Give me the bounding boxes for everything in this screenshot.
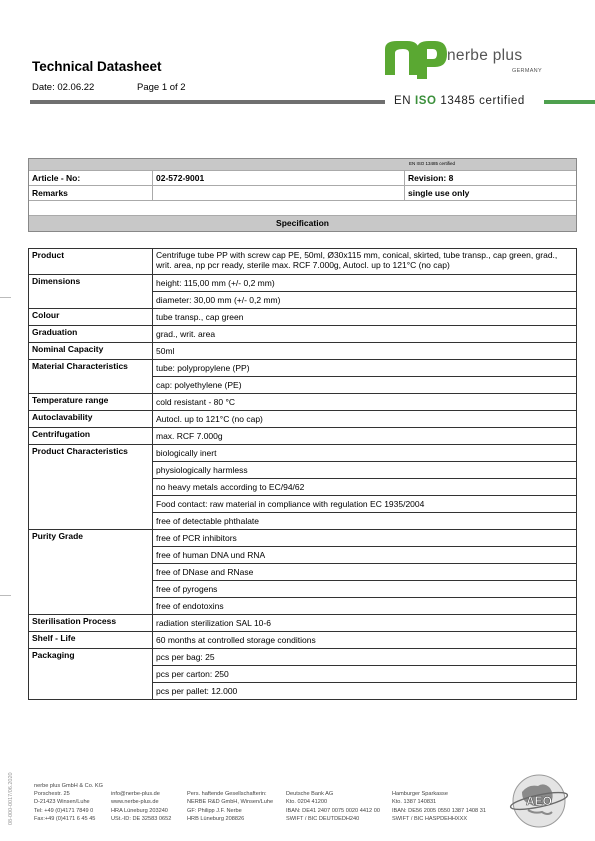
spec-value: biologically inert bbox=[153, 445, 577, 462]
footer-line: nerbe plus GmbH & Co. KG bbox=[34, 783, 104, 789]
spec-value: free of pyrogens bbox=[153, 581, 577, 598]
cert-bar bbox=[29, 159, 576, 170]
footer-email[interactable]: info@nerbe-plus.de bbox=[111, 791, 160, 798]
spec-label: Packaging bbox=[29, 649, 153, 700]
specification-table bbox=[28, 248, 577, 700]
spec-label: Autoclavability bbox=[29, 411, 153, 428]
small-cert-text: EN ISO 13485 certified bbox=[409, 161, 456, 166]
spec-label: Shelf - Life bbox=[29, 632, 153, 649]
footer-bank-1 bbox=[286, 782, 380, 823]
spec-label: Sterilisation Process bbox=[29, 615, 153, 632]
remarks-label: Remarks bbox=[29, 186, 153, 200]
table-row bbox=[29, 326, 577, 343]
spec-label: Product Characteristics bbox=[29, 445, 153, 530]
spec-value: tube: polypropylene (PP) bbox=[153, 360, 577, 377]
document-date: Date: 02.06.22 bbox=[32, 82, 95, 93]
spec-value: Food contact: raw material in compliance with regulation EC 1935/2004 bbox=[153, 496, 577, 513]
table-row bbox=[29, 632, 577, 649]
spec-label: Nominal Capacity bbox=[29, 343, 153, 360]
blank-row bbox=[29, 200, 576, 215]
spec-label: Colour bbox=[29, 309, 153, 326]
table-row bbox=[29, 411, 577, 428]
table-row bbox=[29, 360, 577, 377]
footer-line: IBAN: DE41 2407 0075 0020 4412 00 bbox=[286, 807, 380, 814]
article-label: Article - No: bbox=[29, 171, 153, 185]
aeo-seal-icon bbox=[508, 772, 570, 830]
remarks-row bbox=[29, 185, 576, 200]
iso-certification bbox=[394, 95, 525, 107]
spec-value: pcs per carton: 250 bbox=[153, 666, 577, 683]
footer-line: IBAN: DE56 2005 0550 1387 1408 31 bbox=[392, 807, 486, 814]
table-row bbox=[29, 428, 577, 445]
footer-line: NERBE R&D GmbH, Winsen/Luhe bbox=[187, 799, 274, 806]
spec-label: Centrifugation bbox=[29, 428, 153, 445]
article-number: 02-572-9001 bbox=[153, 171, 405, 185]
table-row bbox=[29, 649, 577, 666]
spec-value: Centrifuge tube PP with screw cap PE, 50ml, Ø30x115 mm, conical, skirted, tube transp., cap green, grad., writ. area, np pcr ready, sterile max. RCF 7.000g, Autocl. up to 121°C (no cap) bbox=[153, 249, 577, 275]
spec-value: physiologically harmless bbox=[153, 462, 577, 479]
footer-line bbox=[187, 782, 273, 790]
spec-label: Graduation bbox=[29, 326, 153, 343]
spec-value: free of PCR inhibitors bbox=[153, 530, 577, 547]
document-title: Technical Datasheet bbox=[32, 59, 162, 74]
footer-line: Fax:+49 (0)4171 6 45 45 bbox=[34, 815, 96, 822]
footer-line: Tel: +49 (0)4171 7849 0 bbox=[34, 807, 94, 814]
table-row bbox=[29, 309, 577, 326]
spec-label: Purity Grade bbox=[29, 530, 153, 615]
footer-line: HRB Lüneburg 208826 bbox=[187, 815, 245, 822]
spec-label: Temperature range bbox=[29, 394, 153, 411]
spec-value: 60 months at controlled storage conditions bbox=[153, 632, 577, 649]
article-row bbox=[29, 170, 576, 185]
footer-line: USt.-ID: DE 32583 0652 bbox=[111, 815, 172, 822]
footer-bank-2 bbox=[392, 782, 486, 823]
spec-value: height: 115,00 mm (+/- 0,2 mm) bbox=[153, 275, 577, 292]
page-indicator: Page 1 of 2 bbox=[137, 82, 186, 93]
spec-value: pcs per pallet: 12.000 bbox=[153, 683, 577, 700]
footer-partner bbox=[187, 782, 273, 823]
table-row bbox=[29, 275, 577, 292]
logo-wordmark: nerbe plus bbox=[447, 47, 523, 64]
spec-value: 50ml bbox=[153, 343, 577, 360]
fold-mark bbox=[0, 595, 11, 596]
table-row bbox=[29, 615, 577, 632]
footer-contact bbox=[111, 782, 171, 823]
remarks-empty bbox=[153, 186, 405, 200]
header-rule bbox=[30, 100, 385, 104]
iso-prefix: EN bbox=[394, 95, 415, 107]
footer-line: Hamburger Sparkasse bbox=[392, 791, 448, 798]
aeo-seal-text: AEO bbox=[525, 794, 553, 808]
logo-country: GERMANY bbox=[512, 68, 542, 74]
document-code: 08-000-0017/06.2020 bbox=[8, 772, 14, 825]
spec-value: no heavy metals according to EC/94/62 bbox=[153, 479, 577, 496]
footer-line: Pers. haftende Gesellschafterin: bbox=[187, 791, 267, 798]
table-row bbox=[29, 394, 577, 411]
iso-word: ISO bbox=[414, 95, 437, 107]
spec-value: free of endotoxins bbox=[153, 598, 577, 615]
article-header-block bbox=[28, 158, 577, 232]
fold-mark bbox=[0, 297, 11, 298]
footer-company bbox=[34, 782, 103, 823]
spec-value: diameter: 30,00 mm (+/- 0,2 mm) bbox=[153, 292, 577, 309]
spec-value: grad., writ. area bbox=[153, 326, 577, 343]
spec-value: radiation sterilization SAL 10-6 bbox=[153, 615, 577, 632]
footer-line: Kto. 0204 41200 bbox=[286, 799, 328, 806]
spec-value: free of human DNA und RNA bbox=[153, 547, 577, 564]
footer-line bbox=[286, 782, 380, 790]
footer-line bbox=[111, 782, 171, 790]
spec-label: Product bbox=[29, 249, 153, 275]
iso-suffix: 13485 certified bbox=[436, 95, 525, 107]
footer-line: Deutsche Bank AG bbox=[286, 791, 334, 798]
footer-line: SWIFT / BIC HASPDEHHXXX bbox=[392, 815, 468, 822]
table-row bbox=[29, 249, 577, 275]
footer-line: SWIFT / BIC DEUTDEDH240 bbox=[286, 815, 360, 822]
header-rule-accent bbox=[544, 100, 595, 104]
section-title: Specification bbox=[29, 215, 576, 231]
spec-value: tube transp., cap green bbox=[153, 309, 577, 326]
footer-line bbox=[392, 782, 486, 790]
table-row bbox=[29, 530, 577, 547]
footer-line: Porschestr. 25 bbox=[34, 791, 70, 798]
spec-value: max. RCF 7.000g bbox=[153, 428, 577, 445]
footer-line: D-21423 Winsen/Luhe bbox=[34, 799, 90, 806]
revision: Revision: 8 bbox=[408, 173, 454, 183]
spec-value: cap: polyethylene (PE) bbox=[153, 377, 577, 394]
spec-label: Dimensions bbox=[29, 275, 153, 309]
spec-value: Autocl. up to 121°C (no cap) bbox=[153, 411, 577, 428]
spec-value: free of detectable phthalate bbox=[153, 513, 577, 530]
remarks-value: single use only bbox=[408, 188, 470, 198]
spec-value: free of DNase and RNase bbox=[153, 564, 577, 581]
table-row bbox=[29, 445, 577, 462]
footer-line: HRA Lüneburg 203240 bbox=[111, 807, 168, 814]
spec-label: Material Characteristics bbox=[29, 360, 153, 394]
footer-line: GF: Philipp J.F. Nerbe bbox=[187, 807, 242, 814]
spec-value: cold resistant - 80 °C bbox=[153, 394, 577, 411]
footer-line: Kto. 1387 140831 bbox=[392, 799, 437, 806]
spec-value: pcs per bag: 25 bbox=[153, 649, 577, 666]
footer-website[interactable]: www.nerbe-plus.de bbox=[111, 799, 159, 806]
table-row bbox=[29, 343, 577, 360]
